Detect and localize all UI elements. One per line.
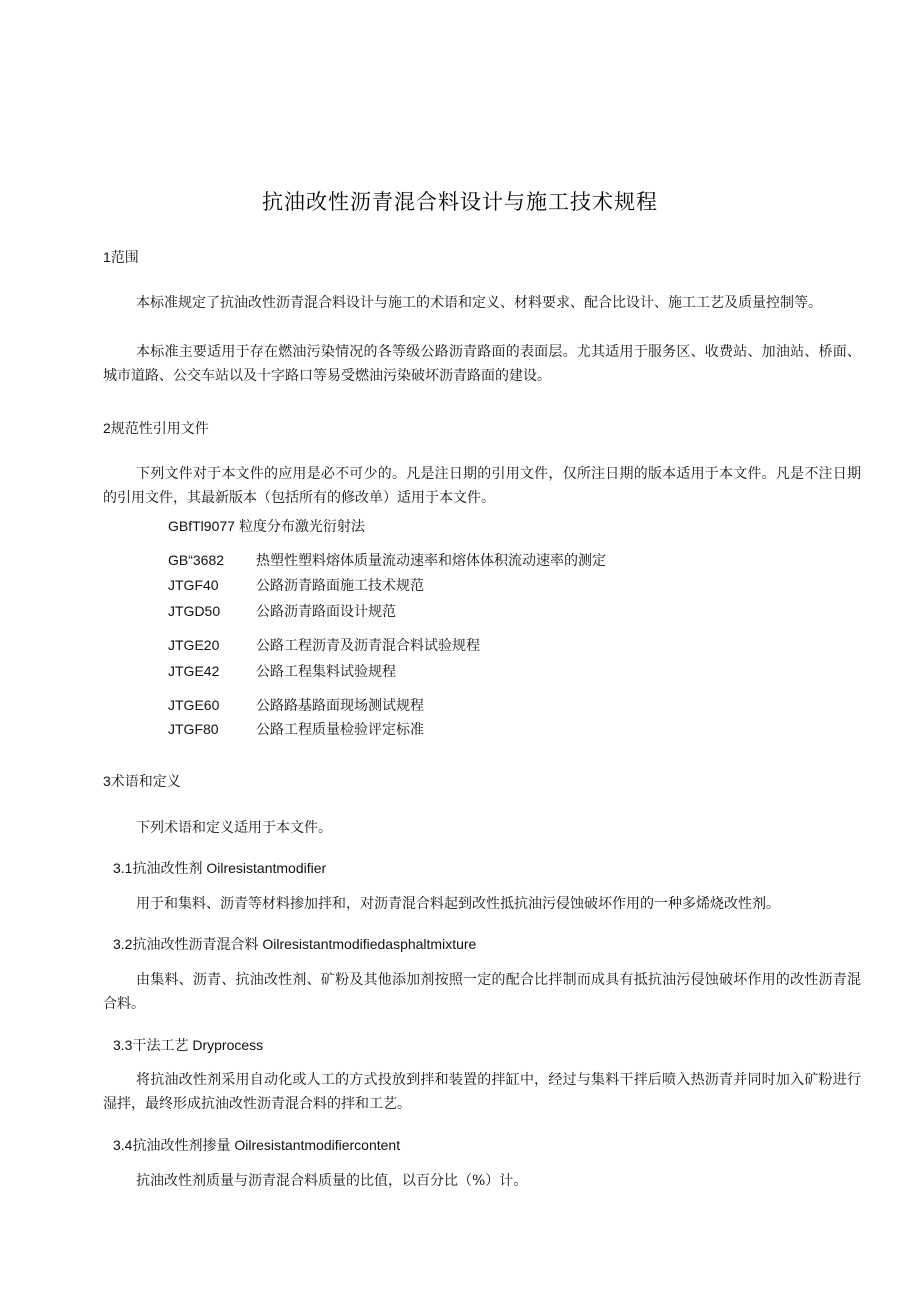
reference-code: GBfTl9077 — [168, 518, 235, 534]
reference-item — [168, 695, 424, 715]
term-3-2-heading: 3.2抗油改性沥青混合料 Oilresistantmodifiedasphaltmixture — [113, 936, 477, 952]
reference-item — [168, 601, 396, 621]
reference-code: JTGE42 — [168, 663, 220, 679]
reference-code: JTGF80 — [168, 721, 219, 737]
reference-name: 热塑性塑料熔体质量流动速率和熔体体积流动速率的测定 — [256, 553, 606, 569]
section-1-paragraph-2: 本标准主要适用于存在燃油污染情况的各等级公路沥青路面的表面层。尤其适用于服务区、收费站、加油站、桥面、城市道路、公交车站以及十字路口等易受燃油污染破坏沥青路面的建设。 — [103, 344, 861, 384]
reference-item — [168, 575, 424, 595]
reference-name: 公路工程质量检验评定标准 — [256, 722, 424, 738]
section-2-heading: 2规范性引用文件 — [103, 420, 209, 436]
term-3-3-definition: 将抗油改性剂采用自动化或人工的方式投放到拌和装置的拌缸中，经过与集料干拌后喷入热沥青并同时加入矿粉进行湿拌，最终形成抗油改性沥青混合料的拌和工艺。 — [103, 1072, 861, 1112]
section-2-paragraph-1: 下列文件对于本文件的应用是必不可少的。凡是注日期的引用文件，仅所注日期的版本适用于本文件。凡是不注日期的引用文件，其最新版本（包括所有的修改单）适用于本文件。 — [103, 466, 861, 506]
term-3-4-heading: 3.4抗油改性剂掺量 Oilresistantmodifiercontent — [113, 1137, 401, 1153]
reference-name: 公路工程集料试验规程 — [256, 664, 396, 680]
reference-item — [168, 635, 480, 655]
term-3-3-heading: 3.3干法工艺 Dryprocess — [113, 1037, 264, 1053]
term-3-2-definition: 由集料、沥青、抗油改性剂、矿粉及其他添加剂按照一定的配合比拌制而成具有抵抗油污侵蚀破坏作用的改性沥青混合料。 — [103, 972, 861, 1012]
reference-item — [168, 661, 396, 681]
section-3-heading: 3术语和定义 — [103, 773, 181, 789]
term-3-1-heading: 3.1抗油改性剂 Oilresistantmodifier — [113, 860, 327, 876]
section-1-paragraph-1: 本标准规定了抗油改性沥青混合料设计与施工的术语和定义、材料要求、配合比设计、施工工艺及质量控制等。 — [136, 295, 822, 311]
reference-name: 公路路基路面现场测试规程 — [256, 698, 424, 714]
document-title: 抗油改性沥青混合料设计与施工技术规程 — [262, 190, 658, 214]
reference-code: JTGE20 — [168, 637, 220, 653]
section-3-intro: 下列术语和定义适用于本文件。 — [136, 820, 332, 836]
reference-item — [168, 719, 424, 739]
term-3-1-definition: 用于和集料、沥青等材料掺加拌和，对沥青混合料起到改性抵抗油污侵蚀破坏作用的一种多烯烧改性剂。 — [136, 896, 780, 912]
reference-item — [168, 550, 606, 570]
reference-name: 公路工程沥青及沥青混合料试验规程 — [256, 638, 480, 654]
reference-item — [168, 516, 365, 536]
section-1-heading: 1范围 — [103, 249, 139, 265]
reference-code: JTGE60 — [168, 697, 220, 713]
reference-code: JTGD50 — [168, 603, 221, 619]
reference-name: 粒度分布激光衍射法 — [238, 519, 365, 535]
reference-code: GB“3682 — [168, 552, 225, 568]
reference-code: JTGF40 — [168, 577, 219, 593]
term-3-4-definition: 抗油改性剂质量与沥青混合料质量的比值，以百分比（%）计。 — [136, 1173, 528, 1189]
reference-name: 公路沥青路面设计规范 — [256, 604, 396, 620]
reference-name: 公路沥青路面施工技术规范 — [256, 578, 424, 594]
